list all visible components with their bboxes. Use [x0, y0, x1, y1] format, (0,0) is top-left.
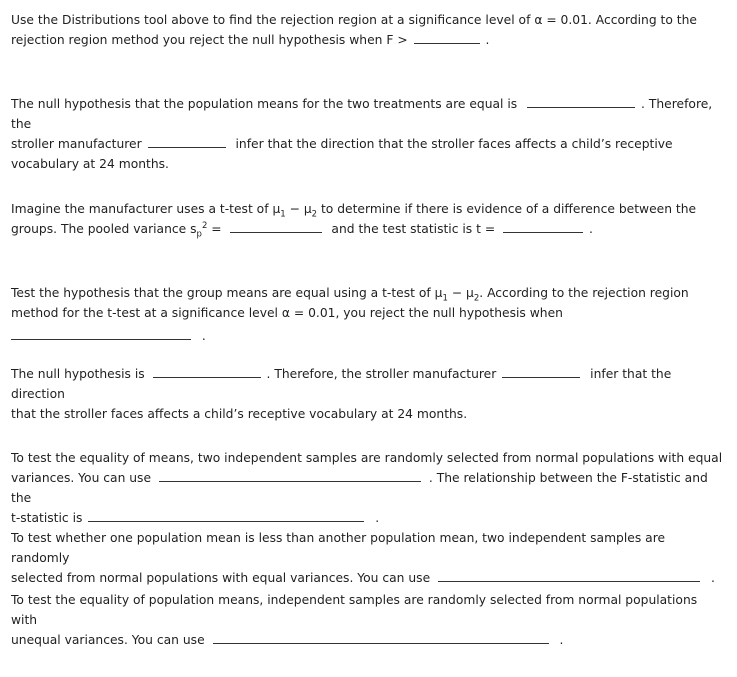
- pooled-variance-blank[interactable]: [230, 219, 322, 233]
- q4-sub-1: 1: [442, 293, 448, 304]
- q2-line-3: vocabulary at 24 months.: [11, 157, 169, 171]
- q3-sub-1: 1: [280, 209, 286, 220]
- q3-line-2: [11, 219, 727, 239]
- q3-minus: − μ: [285, 202, 312, 216]
- q3-text-c: groups. The pooled variance s: [11, 222, 197, 236]
- q3-text-a: Imagine the manufacturer uses a t-test of μ: [11, 202, 281, 216]
- q8-line-1: To test the equality of population means, independent samples are randomly selected from normal populations with: [11, 593, 698, 627]
- q6-text-c: . The relationship between the F-statistic and the: [11, 471, 708, 505]
- one-sided-test-dropdown[interactable]: [438, 568, 700, 582]
- q6-line-3: [11, 508, 727, 528]
- q3-eq: =: [207, 222, 222, 236]
- q5-text-a: The null hypothesis is: [11, 367, 145, 381]
- q4-text-a: Test the hypothesis that the group means are equal using a t-test of μ: [11, 286, 443, 300]
- manufacturer-can-cannot-dropdown[interactable]: [148, 134, 226, 148]
- q3-period: .: [589, 222, 593, 236]
- q4-line-1: [11, 283, 727, 303]
- question-f-rejection: [11, 10, 727, 50]
- question-one-mean-less: [11, 528, 727, 588]
- null-hypothesis-decision-dropdown[interactable]: [527, 94, 635, 108]
- q1-line-1: Use the Distributions tool above to find the rejection region at a significance level of α = 0.01. According to the: [11, 13, 697, 27]
- question-t-test-rejection: [11, 283, 727, 346]
- q2-line-2: [11, 134, 727, 154]
- q4-text-b: . According to the rejection region: [479, 286, 689, 300]
- q2-therefore: . Therefore, the: [11, 97, 713, 131]
- q7-text-b: selected from normal populations with equal variances. You can use: [11, 571, 431, 585]
- q2-manufacturer: stroller manufacturer: [11, 137, 142, 151]
- q3-text-b: to determine if there is evidence of a difference between the: [317, 202, 697, 216]
- t-statistic-blank[interactable]: [503, 219, 583, 233]
- q4-line-3: [11, 326, 727, 346]
- q7-period: .: [711, 571, 715, 585]
- q4-line-2: method for the t-test at a significance level α = 0.01, you reject the null hypothesis when: [11, 306, 563, 320]
- equal-variance-test-dropdown[interactable]: [159, 468, 421, 482]
- q5-text-c: infer that the direction: [11, 367, 672, 401]
- q3-line-1: [11, 199, 727, 219]
- question-unequal-variances: [11, 590, 727, 650]
- q5-line-2: that the stroller faces affects a child’s receptive vocabulary at 24 months.: [11, 407, 468, 421]
- q4-period: .: [201, 329, 206, 343]
- f-critical-value-blank[interactable]: [414, 30, 480, 44]
- q3-sub-p: p: [196, 229, 202, 240]
- q3-sub-2: 2: [311, 209, 318, 220]
- q8-period: .: [559, 633, 564, 647]
- q6-text-d: t-statistic is: [11, 511, 83, 525]
- q1-period: .: [485, 33, 490, 47]
- q6-line-1: To test the equality of means, two independent samples are randomly selected from normal populations with equal: [11, 451, 723, 465]
- f-t-relationship-dropdown[interactable]: [88, 508, 364, 522]
- q6-period: .: [375, 511, 380, 525]
- question-equality-of-means: [11, 448, 727, 528]
- q2-text: The null hypothesis that the population means for the two treatments are equal is: [11, 97, 518, 111]
- question-pooled-variance: [11, 199, 727, 239]
- q6-line-2: [11, 468, 727, 508]
- t-manufacturer-can-cannot-dropdown[interactable]: [502, 364, 580, 378]
- q4-sub-2: 2: [473, 293, 480, 304]
- q5-text-b: . Therefore, the stroller manufacturer: [266, 367, 497, 381]
- t-test-rejection-dropdown[interactable]: [11, 326, 191, 340]
- unequal-variance-test-dropdown[interactable]: [213, 630, 549, 644]
- q4-minus: − μ: [447, 286, 474, 300]
- q3-text-d: and the test statistic is t =: [331, 222, 496, 236]
- q7-line-1: To test whether one population mean is less than another population mean, two independent samples are randomly: [11, 531, 666, 565]
- q3-sup-2: 2: [201, 220, 208, 231]
- q2-infer: infer that the direction that the stroller faces affects a child’s receptive: [235, 137, 673, 151]
- q5-line-1: [11, 364, 727, 404]
- q6-text-b: variances. You can use: [11, 471, 152, 485]
- q7-line-2: [11, 568, 727, 588]
- t-null-hypothesis-decision-dropdown[interactable]: [153, 364, 261, 378]
- q1-line-2: [11, 30, 727, 50]
- q8-line-2: [11, 630, 727, 650]
- q8-text-b: unequal variances. You can use: [11, 633, 205, 647]
- q2-line-1: [11, 94, 727, 134]
- q1-prompt: rejection region method you reject the null hypothesis when F >: [11, 33, 408, 47]
- question-t-test-conclusion: [11, 364, 727, 424]
- question-anova-conclusion: [11, 94, 727, 174]
